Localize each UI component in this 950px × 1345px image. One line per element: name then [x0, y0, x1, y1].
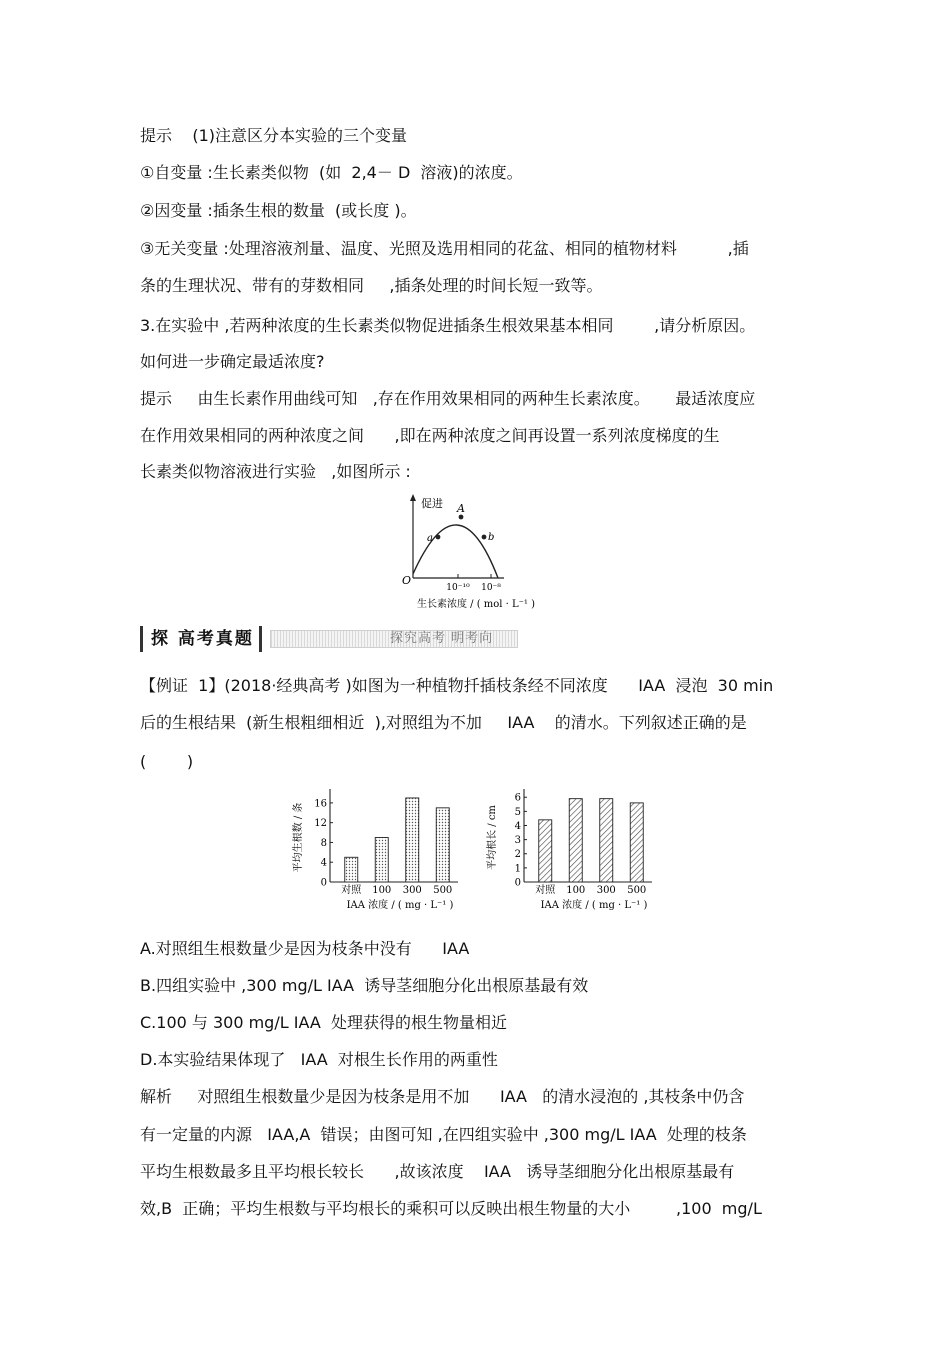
chart-root-length — [482, 785, 662, 917]
y-tick-label: 5 — [514, 806, 521, 818]
point-A-marker — [459, 515, 464, 520]
y-axis-label: 平均生根数 / 条 — [293, 802, 304, 873]
x-tick-label: 300 — [402, 885, 422, 896]
section-subtitle: 探究高考 明考向 — [390, 631, 494, 646]
hint-answer-text-2: 在作用效果相同的两种浓度之间 ,即在两种浓度之间再设置一系列浓度梯度的生 — [140, 426, 720, 445]
x-axis-label: IAA 浓度 / ( mg · L⁻¹ ) — [346, 900, 454, 911]
y-tick-label: 1 — [514, 863, 521, 875]
analysis-text: 解析 对照组生根数量少是因为枝条是用不加 IAA 的清水浸泡的 ,其枝条中仍含 — [140, 1087, 745, 1106]
dependent-variable-text: ②因变量 :插条生根的数量 (或长度 )。 — [140, 201, 417, 220]
point-b-label: b — [488, 532, 495, 543]
bar-300 — [406, 798, 419, 882]
curve-origin: O — [402, 574, 412, 587]
point-a-label: a — [427, 533, 433, 544]
y-tick-label: 6 — [514, 792, 521, 804]
bar-500 — [630, 803, 643, 882]
y-tick-label: 3 — [514, 835, 521, 847]
analysis-text-3: 平均生根数最多且平均根长较长 ,故该浓度 IAA 诱导茎细胞分化出根原基最有 — [140, 1162, 735, 1181]
example-1-text-2: 后的生根结果 (新生根粗细相近 ),对照组为不加 IAA 的清水。下列叙述正确的是 — [140, 713, 747, 732]
hint-variables-title: 提示 (1)注意区分本实验的三个变量 — [140, 126, 408, 145]
bar-100 — [375, 838, 388, 883]
analysis-text-2: 有一定量的内源 IAA,A 错误；由图可知 ,在四组实验中 ,300 mg/L IAA 处理的枝条 — [140, 1125, 747, 1144]
x-tick-label: 对照 — [341, 885, 362, 896]
option-a[interactable]: A.对照组生根数量少是因为枝条中没有 IAA — [140, 939, 470, 958]
point-a-marker — [436, 535, 441, 540]
controlled-variables-text: ③无关变量 :处理溶液剂量、温度、光照及选用相同的花盆、相同的植物材料 ,插 — [140, 239, 749, 258]
x-tick-label: 300 — [596, 885, 616, 896]
chart-root-count — [288, 785, 468, 917]
curve-tick-2: 10⁻⁸ — [481, 583, 501, 593]
x-axis-label: IAA 浓度 / ( mg · L⁻¹ ) — [540, 900, 648, 911]
example-1-text: 【例证 1】(2018·经典高考 )如图为一种植物扦插枝条经不同浓度 IAA 浸泡 30 min — [140, 676, 774, 695]
option-b[interactable]: B.四组实验中 ,300 mg/L IAA 诱导茎细胞分化出根原基最有效 — [140, 976, 589, 995]
x-tick-label: 100 — [566, 885, 586, 896]
x-tick-label: 500 — [627, 885, 647, 896]
y-tick-label: 4 — [320, 857, 327, 869]
hint-answer-text: 提示 由生长素作用曲线可知 ,存在作用效果相同的两种生长素浓度。 最适浓度应 — [140, 389, 756, 408]
y-tick-label: 2 — [514, 849, 521, 861]
bar-500 — [436, 808, 449, 882]
question-3-text-cont: 如何进一步确定最适浓度? — [140, 352, 325, 371]
y-axis-label: 平均根长 / cm — [487, 805, 498, 870]
auxin-curve — [413, 525, 498, 578]
y-tick-label: 8 — [320, 837, 327, 849]
x-tick-label: 对照 — [535, 885, 556, 896]
hint-answer-text-3: 长素类似物溶液进行实验 ,如图所示 : — [140, 462, 411, 481]
analysis-text-4: 效,B 正确；平均生根数与平均根长的乘积可以反映出根生物量的大小 ,100 mg/L — [140, 1199, 762, 1218]
answer-blank: ( ) — [140, 752, 194, 771]
auxin-curve-figure — [398, 490, 558, 615]
section-header — [140, 626, 518, 652]
y-tick-label: 4 — [514, 820, 521, 832]
x-tick-label: 500 — [433, 885, 453, 896]
y-tick-label: 12 — [314, 818, 327, 830]
curve-xlabel: 生长素浓度 / ( mol · L⁻¹ ) — [416, 599, 536, 610]
y-tick-label: 16 — [314, 798, 327, 810]
option-d[interactable]: D.本实验结果体现了 IAA 对根生长作用的两重性 — [140, 1050, 498, 1069]
section-tag: 探 高考真题 — [140, 626, 262, 652]
independent-variable-text: ①自变量 :生长素类似物 (如 2,4－ D 溶液)的浓度。 — [140, 163, 523, 182]
curve-ylabel: 促进 — [421, 497, 443, 510]
controlled-variables-text-cont: 条的生理状况、带有的芽数相同 ,插条处理的时间长短一致等。 — [140, 276, 603, 295]
y-tick-label: 0 — [514, 877, 521, 889]
y-tick-label: 0 — [320, 877, 327, 889]
point-A-label: A — [457, 502, 465, 515]
curve-y-arrow — [410, 494, 416, 501]
point-b-marker — [482, 535, 487, 540]
bar-对照 — [539, 820, 552, 882]
option-c[interactable]: C.100 与 300 mg/L IAA 处理获得的根生物量相近 — [140, 1013, 507, 1032]
curve-tick-1: 10⁻¹⁰ — [446, 583, 470, 593]
bar-100 — [569, 799, 582, 882]
question-3-text: 3.在实验中 ,若两种浓度的生长素类似物促进插条生根效果基本相同 ,请分析原因。 — [140, 316, 756, 335]
bar-对照 — [345, 857, 358, 882]
x-tick-label: 100 — [372, 885, 392, 896]
bar-300 — [600, 799, 613, 882]
